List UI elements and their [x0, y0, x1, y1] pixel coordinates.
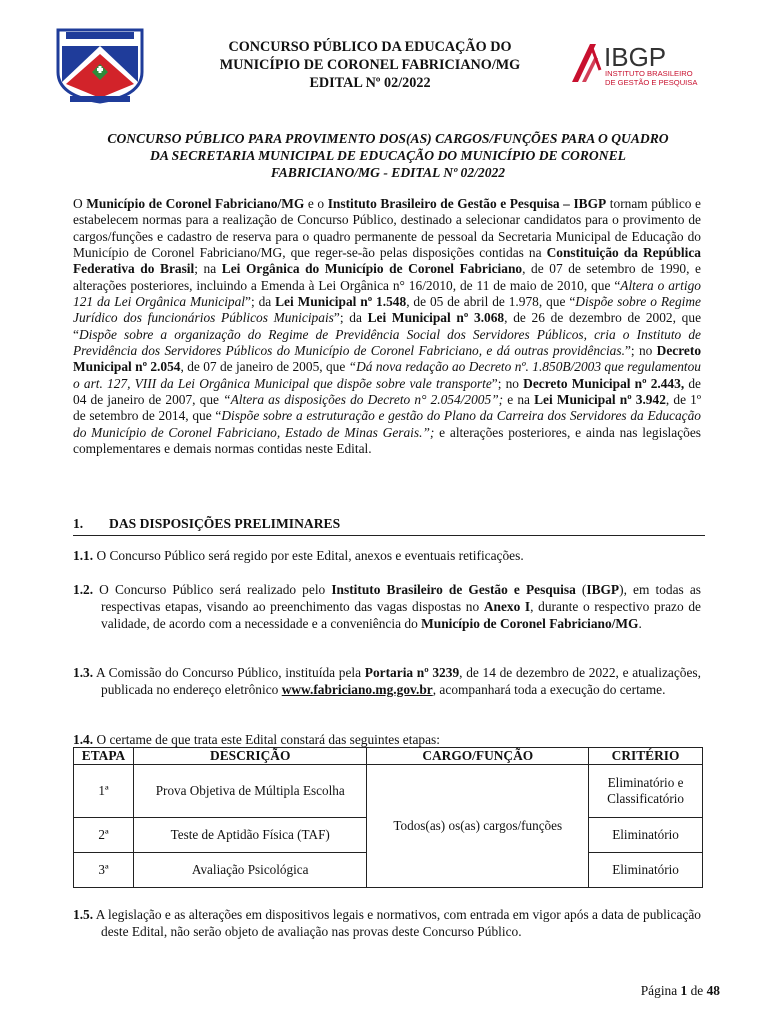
item-number: 1.4. [73, 732, 94, 747]
text-run: . [638, 616, 642, 631]
text-run: , de 05 de abril de 1.978, que “ [406, 294, 576, 310]
italic-run: “Altera as disposições do Decreto n° 2.054/2005”; [223, 392, 504, 408]
criterio-line: Eliminatório e [607, 775, 684, 790]
text-run: ; na [194, 261, 222, 277]
ibgp-logo-subtitle: DE GESTÃO E PESQUISA [605, 78, 698, 87]
cell-etapa: 1ª [74, 765, 134, 818]
page-footer [600, 983, 720, 999]
section-title: DAS DISPOSIÇÕES PRELIMINARES [109, 516, 341, 531]
section-number: 1. [73, 516, 84, 531]
item-number: 1.3. [73, 665, 94, 680]
italic-run: Altera o artigo 121 da Lei Orgânica Municipal [73, 277, 701, 310]
text-run: , de 07 de janeiro de 2005, que [180, 359, 349, 375]
cell-cargo-merged: Todos(as) os(as) cargos/funções [367, 765, 589, 888]
cell-etapa: 3ª [74, 853, 134, 888]
bold-run: Município de Coronel Fabriciano/MG [86, 196, 305, 211]
text-run: A Comissão do Concurso Público, instituída pela [93, 665, 365, 680]
text-run: O Concurso Público será regido por este Edital, anexos e eventuais retificações. [93, 548, 524, 563]
item-1-4 [73, 731, 701, 748]
text-run: tornam público e estabelecem normas para a realização de Concurso Público, destinado a selecionar candidatos para o provimento de cargos/funções e cadastro de reserva para o quadro permanente de pessoal da Secretaria Municipal de Educação do Município de Coronel Fabriciano/MG, que reger-se-ão pelas disposições contidas na [73, 196, 701, 261]
bold-run: Município de Coronel Fabriciano/MG [421, 616, 639, 631]
ibgp-logo [568, 40, 698, 90]
text-run: e na [503, 392, 535, 408]
section-heading [73, 516, 705, 536]
bold-run: Instituto Brasileiro de Gestão e Pesquisa [331, 582, 576, 597]
text-run: e alterações posteriores, e ainda nas legislações complementares e demais normas contidas neste Edital. [73, 424, 701, 457]
page-label: Página [640, 983, 678, 998]
bold-run: Anexo I [483, 599, 531, 614]
edital-subtitle [58, 130, 718, 181]
bold-run: Lei Orgânica do Município de Coronel Fabriciano [221, 261, 523, 277]
text-run: , de 07 de setembro de 1990, e alterações posteriores, incluindo a Emenda à Lei Orgânica n° 16/2010, de 11 de maio de 2010, que “ [73, 261, 701, 293]
bold-run: Lei Municipal nº 3.942 [534, 392, 666, 408]
item-number: 1.5. [73, 907, 94, 922]
item-1-3 [73, 664, 701, 698]
italic-run: Dispõe sobre a estruturação e gestão do Plano da Carreira dos Servidores da Educação do Município de Coronel Fabriciano, Estado de Minas Gerais.”; [73, 408, 701, 440]
page-current: 1 [680, 983, 688, 998]
col-header-etapa: ETAPA [74, 748, 134, 765]
bold-run: Lei Municipal nº 1.548 [275, 294, 407, 310]
text-run: e o [304, 196, 328, 211]
header-title-line: CONCURSO PÚBLICO DA EDUCAÇÃO DO [228, 39, 512, 55]
bold-run: Instituto Brasileiro de Gestão e Pesquisa – IBGP [327, 196, 607, 211]
italic-run: “Dá nova redação ao Decreto nº. 1.850B/2003 que regulamentou o art. 127, VIII da Lei Orgânica Municipal que dispõe sobre vale transporte [73, 359, 702, 391]
item-number: 1.1. [73, 548, 94, 563]
cell-criterio: Eliminatório [589, 818, 703, 853]
italic-run: Dispõe sobre o Regime Jurídico dos funcionários Públicos Municipais [73, 294, 702, 326]
text-run: , de 26 de dezembro de 2002, que “ [73, 310, 702, 342]
subtitle-line: CONCURSO PÚBLICO PARA PROVIMENTO DOS(AS) CARGOS/FUNÇÕES PARA O QUADRO [107, 131, 669, 146]
municipal-crest-logo [52, 24, 148, 104]
website-link[interactable]: www.fabriciano.mg.gov.br [281, 682, 433, 697]
text-run: , de 14 de dezembro de 2022, e atualizações, publicada no endereço eletrônico [101, 665, 701, 697]
italic-run: Dispõe sobre a organização do Regime de Previdência Social dos Servidores Públicos, cria o Instituto de Previdência dos Servidores Públicos do Município de Coronel Fabriciano, e dá outras providências. [73, 326, 701, 359]
subtitle-line: FABRICIANO/MG - EDITAL Nº 02/2022 [270, 165, 506, 180]
ibgp-logo-subtitle: INSTITUTO BRASILEIRO [605, 69, 693, 78]
col-header-descricao: DESCRIÇÃO [133, 748, 366, 765]
bold-run: Constituição da República Federativa do Brasil [73, 245, 701, 277]
text-run: ”; da [245, 294, 276, 310]
header-title-line: MUNICÍPIO DE CORONEL FABRICIANO/MG [219, 57, 521, 73]
text-run: ), em todas as respectivas etapas, visando ao preenchimento das vagas dispostas no [101, 582, 701, 614]
cell-criterio: Eliminatório [589, 853, 703, 888]
text-run: O Concurso Público será realizado pelo [93, 582, 332, 597]
item-1-1 [73, 547, 701, 564]
page-of: de [690, 983, 704, 998]
text-run: O certame de que trata este Edital constará das seguintes etapas: [93, 732, 440, 747]
bold-run: Decreto Municipal nº 2.054 [73, 343, 702, 375]
bold-run: Lei Municipal nº 3.068 [367, 310, 505, 326]
etapas-table [73, 747, 703, 888]
text-run: A legislação e as alterações em dispositivos legais e normativos, com entrada em vigor após a data de publicação deste Edital, não serão objeto de avaliação nas provas deste Concurso Público. [93, 907, 701, 939]
item-1-2 [73, 581, 701, 632]
item-number: 1.2. [73, 582, 94, 597]
text-run: ”; da [333, 310, 368, 326]
table-header-row [74, 748, 703, 765]
cell-etapa: 2ª [74, 818, 134, 853]
col-header-criterio: CRITÉRIO [589, 748, 703, 765]
text-run: de 04 de janeiro de 2007, que [73, 375, 701, 408]
text-run: , de 1º de setembro de 2014, que “ [73, 392, 701, 424]
bold-run: IBGP [586, 582, 620, 597]
text-run: O [73, 196, 87, 211]
page-total: 48 [706, 983, 720, 998]
ibgp-logo-text: IBGP [604, 42, 667, 72]
intro-paragraph [73, 196, 701, 458]
text-run: , durante o respectivo prazo de validade, de acordo com a necessidade e a conveniência do [101, 599, 701, 631]
text-run: , acompanhará toda a execução do certame. [432, 682, 666, 697]
cell-descricao: Teste de Aptidão Física (TAF) [133, 818, 366, 853]
subtitle-line: DA SECRETARIA MUNICIPAL DE EDUCAÇÃO DO MUNICÍPIO DE CORONEL [150, 148, 626, 163]
item-1-5 [73, 906, 701, 940]
edital-header-title [190, 38, 550, 92]
bold-run: Portaria nº 3239 [364, 665, 460, 680]
table-row [74, 765, 703, 818]
cell-criterio [589, 765, 703, 818]
cell-descricao: Avaliação Psicológica [133, 853, 366, 888]
bold-run: Decreto Municipal nº 2.443, [523, 375, 685, 391]
criterio-line: Classificatório [607, 791, 684, 806]
text-run: ”; no [624, 343, 657, 359]
col-header-cargo: CARGO/FUNÇÃO [367, 748, 589, 765]
cell-descricao: Prova Objetiva de Múltipla Escolha [133, 765, 366, 818]
text-run: ”; no [491, 375, 524, 391]
header-title-line: EDITAL Nº 02/2022 [309, 75, 431, 91]
text-run: ( [575, 582, 587, 597]
